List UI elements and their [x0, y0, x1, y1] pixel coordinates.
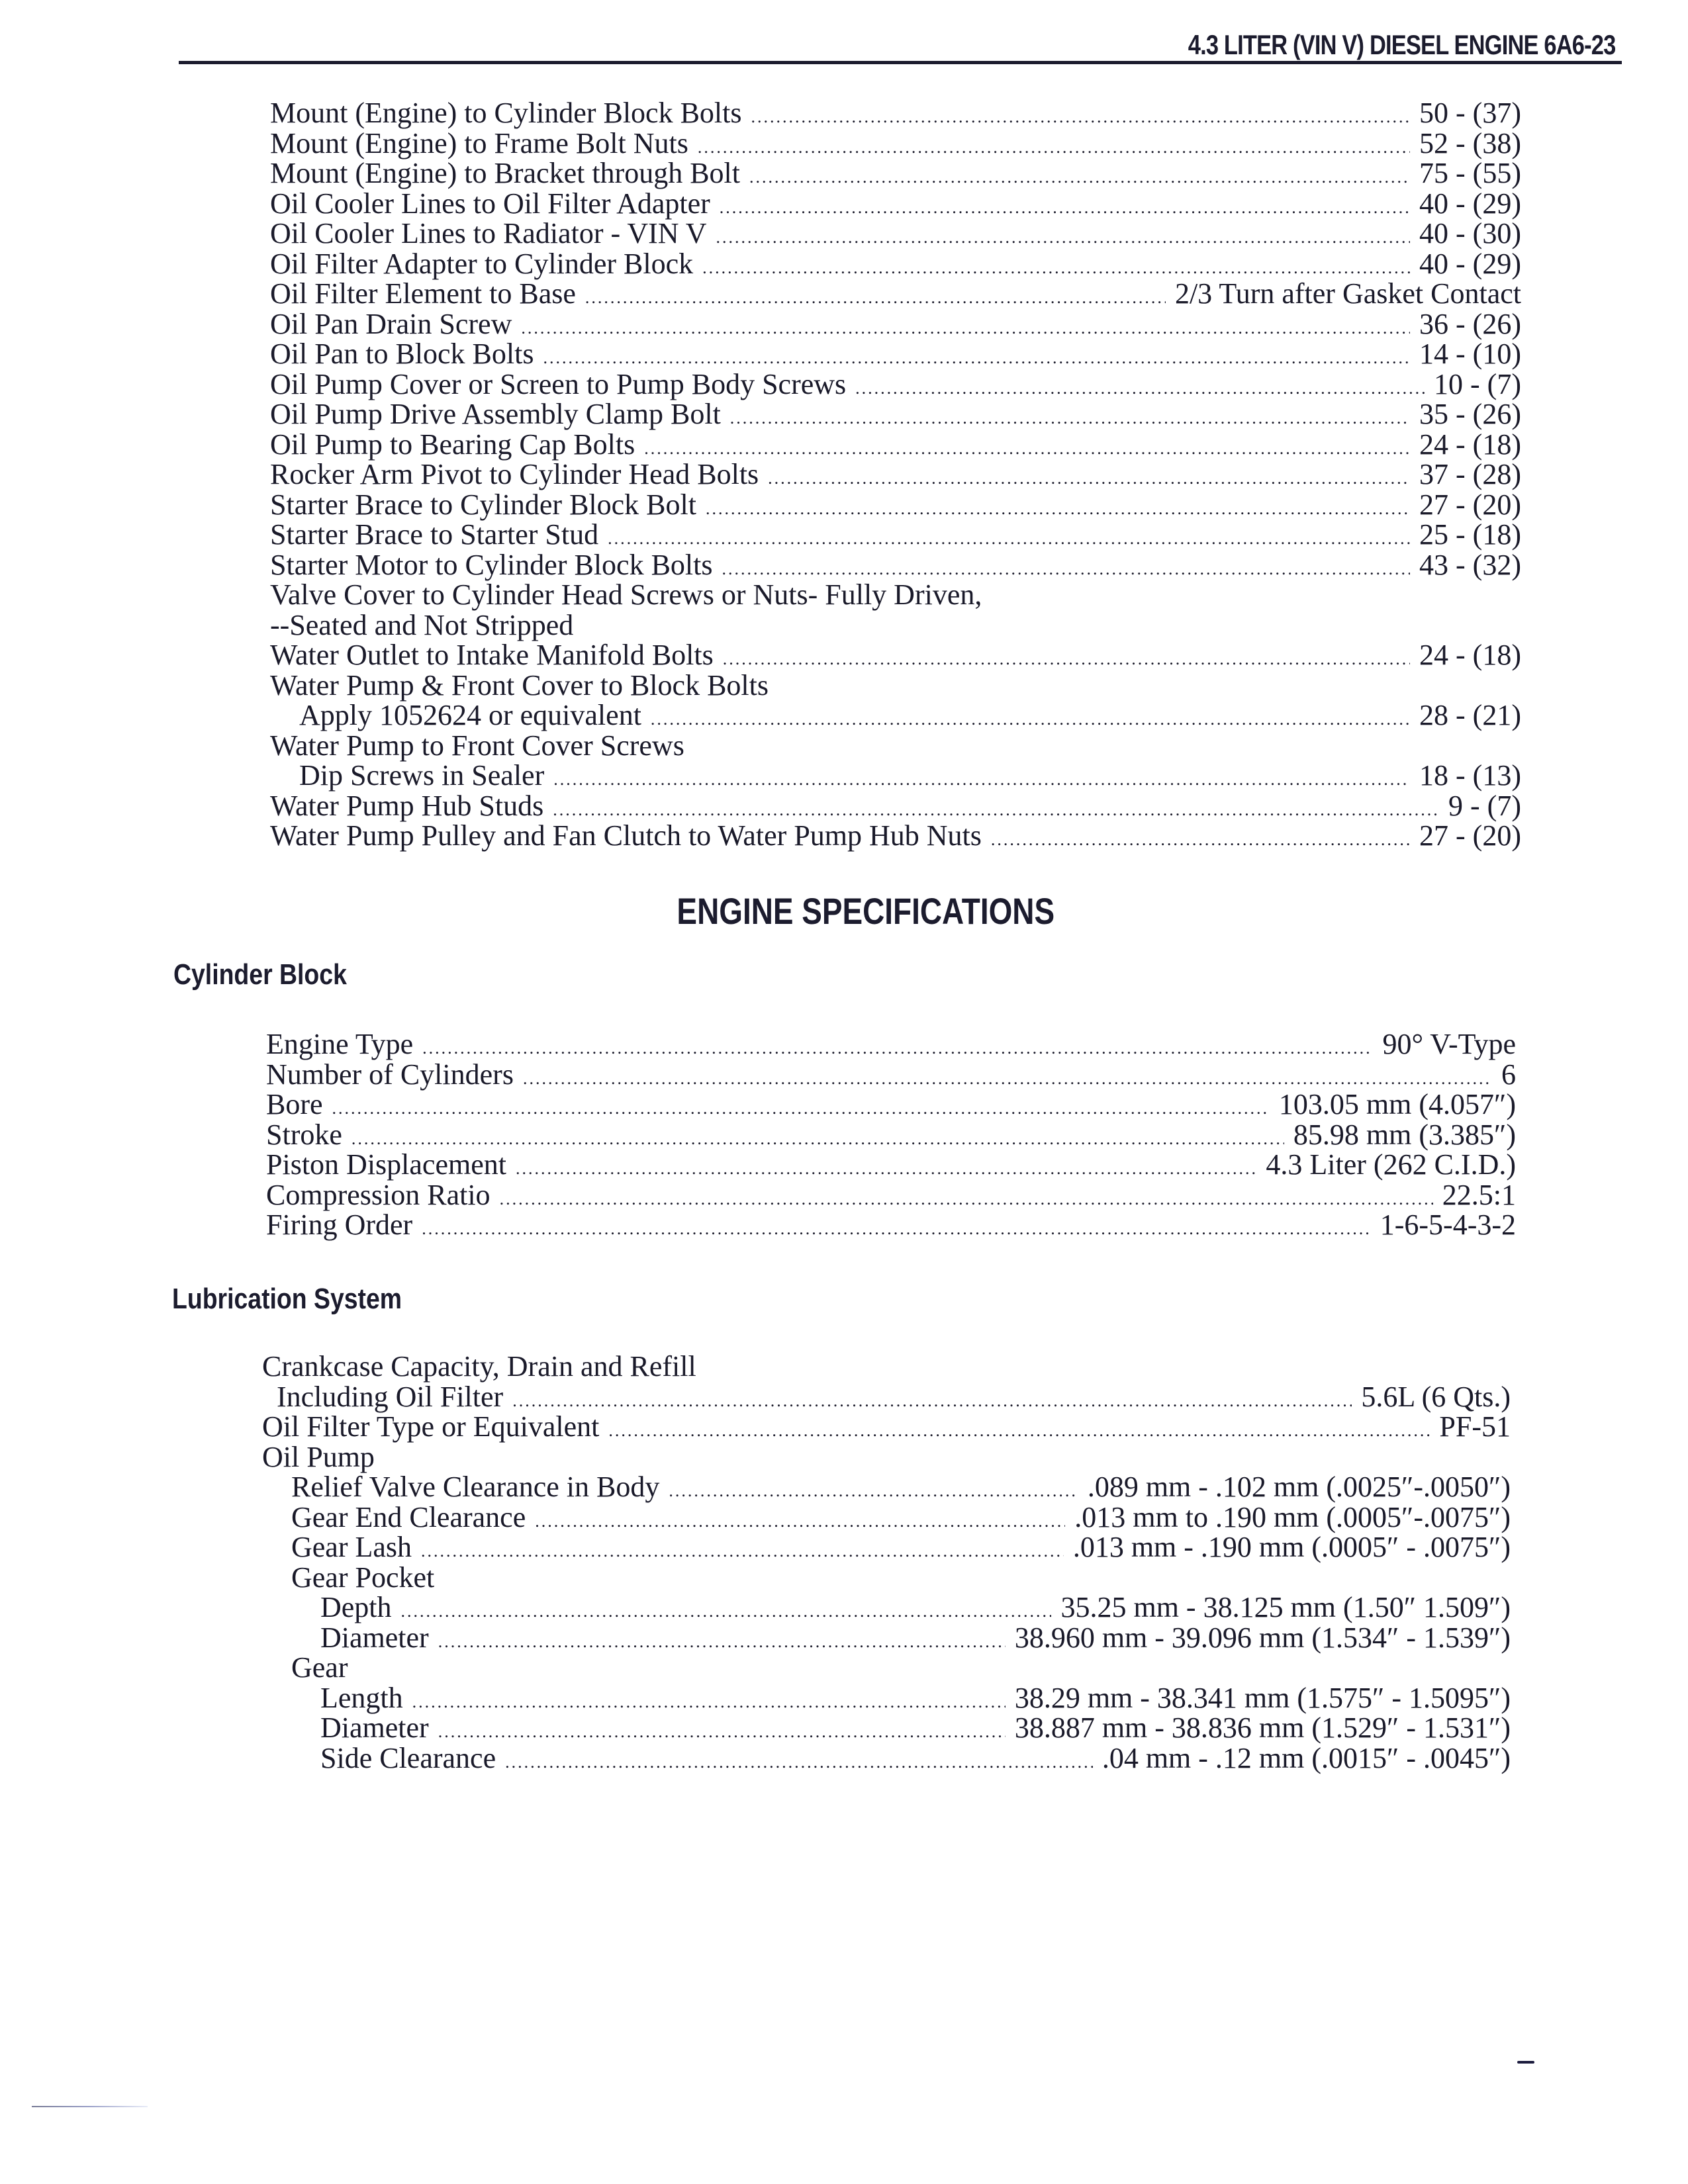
- spec-label: Stroke: [266, 1118, 342, 1151]
- dot-leader: [669, 1476, 1078, 1506]
- spec-value: .013 mm to .190 mm (.0005″-.0075″): [1074, 1500, 1511, 1533]
- spec-value: 37 - (28): [1419, 458, 1521, 490]
- spec-row: [270, 399, 1521, 430]
- header-rule: [179, 61, 1622, 64]
- spec-row: [262, 1442, 1511, 1473]
- spec-row: [270, 459, 1521, 490]
- dot-leader: [585, 283, 1166, 313]
- spec-value: 6: [1501, 1058, 1516, 1091]
- spec-label: Firing Order: [266, 1208, 413, 1241]
- scan-line: [32, 2106, 148, 2107]
- spec-row: [266, 1180, 1516, 1210]
- spec-row: [270, 279, 1521, 309]
- dot-leader: [768, 463, 1410, 494]
- spec-label: Starter Brace to Cylinder Block Bolt: [270, 488, 696, 521]
- spec-row: [270, 189, 1521, 219]
- spec-row: [262, 1382, 1511, 1412]
- spec-row: [270, 158, 1521, 189]
- spec-label: Oil Filter Adapter to Cylinder Block: [270, 247, 694, 280]
- spec-label: Oil Pan Drain Screw: [270, 307, 512, 340]
- spec-row: [270, 490, 1521, 520]
- dot-leader: [723, 644, 1410, 674]
- spec-row: [270, 249, 1521, 279]
- spec-label: Water Pump Pulley and Fan Clutch to Water Pump Hub Nuts: [270, 819, 982, 852]
- engine-specifications-heading: ENGINE SPECIFICATIONS: [677, 890, 1055, 932]
- dot-leader: [698, 132, 1410, 163]
- dot-leader: [521, 313, 1410, 343]
- spec-label: Water Pump to Front Cover Screws: [270, 729, 684, 762]
- spec-value: 22.5:1: [1442, 1178, 1516, 1211]
- spec-row: [262, 1412, 1511, 1442]
- spec-value: 24 - (18): [1419, 639, 1521, 671]
- spec-label: Including Oil Filter: [277, 1380, 504, 1413]
- spec-row: [270, 98, 1521, 128]
- spec-label: Length: [320, 1681, 403, 1714]
- dot-leader: [401, 1596, 1052, 1627]
- spec-row: [270, 670, 1521, 701]
- spec-value: 1-6-5-4-3-2: [1380, 1208, 1516, 1241]
- spec-value: 90° V-Type: [1382, 1028, 1516, 1060]
- spec-value: 35 - (26): [1419, 398, 1521, 430]
- spec-value: 40 - (29): [1419, 247, 1521, 280]
- dot-leader: [535, 1506, 1065, 1537]
- spec-value: 103.05 mm (4.057″): [1278, 1088, 1516, 1120]
- spec-value: 40 - (29): [1419, 187, 1521, 220]
- spec-label: Apply 1052624 or equivalent: [299, 699, 641, 731]
- spec-label: Engine Type: [266, 1028, 414, 1060]
- lubrication-system-heading: Lubrication System: [172, 1283, 402, 1315]
- spec-label: Depth: [320, 1591, 392, 1623]
- spec-label: Valve Cover to Cylinder Head Screws or Nuts- Fully Driven,: [270, 578, 982, 611]
- spec-label: --Seated and Not Stripped: [270, 608, 574, 641]
- spec-value: 4.3 Liter (262 C.I.D.): [1266, 1148, 1516, 1181]
- page-header-title: 4.3 LITER (VIN V) DIESEL ENGINE 6A6-23: [1188, 29, 1615, 60]
- dot-leader: [500, 1184, 1433, 1214]
- spec-row: [266, 1150, 1516, 1180]
- spec-label: Oil Pump Cover or Screen to Pump Body Screws: [270, 367, 847, 400]
- page-header: [179, 26, 1622, 66]
- dot-leader: [553, 764, 1410, 795]
- spec-label: Crankcase Capacity, Drain and Refill: [262, 1350, 696, 1383]
- spec-label: Number of Cylinders: [266, 1058, 514, 1091]
- spec-value: 38.960 mm - 39.096 mm (1.534″ - 1.539″): [1014, 1621, 1511, 1654]
- dot-leader: [706, 494, 1410, 524]
- spec-value: 18 - (13): [1419, 759, 1521, 792]
- spec-label: Starter Brace to Starter Stud: [270, 518, 599, 551]
- spec-value: 40 - (30): [1419, 217, 1521, 250]
- spec-value: 5.6L (6 Qts.): [1361, 1380, 1511, 1413]
- spec-row: [262, 1653, 1511, 1683]
- spec-row: [262, 1743, 1511, 1774]
- spec-value: 38.29 mm - 38.341 mm (1.575″ - 1.5095″): [1014, 1681, 1511, 1714]
- spec-row: [266, 1120, 1516, 1150]
- spec-label: Water Pump & Front Cover to Block Bolts: [270, 668, 769, 702]
- spec-value: 38.887 mm - 38.836 mm (1.529″ - 1.531″): [1014, 1711, 1511, 1744]
- dot-leader: [516, 1154, 1256, 1184]
- section-title: [0, 889, 1688, 933]
- spec-label: Gear End Clearance: [291, 1500, 526, 1533]
- spec-label: Starter Motor to Cylinder Block Bolts: [270, 548, 713, 581]
- dot-leader: [438, 1627, 1006, 1657]
- spec-value: 28 - (21): [1419, 699, 1521, 731]
- spec-label: Oil Pan to Block Bolts: [270, 338, 534, 370]
- spec-value: 24 - (18): [1419, 428, 1521, 461]
- spec-label: Diameter: [320, 1621, 429, 1654]
- spec-value: 25 - (18): [1419, 518, 1521, 551]
- spec-value: 10 - (7): [1434, 367, 1521, 400]
- dot-leader: [422, 1214, 1371, 1244]
- spec-label: Oil Pump to Bearing Cap Bolts: [270, 428, 635, 461]
- spec-label: Oil Cooler Lines to Oil Filter Adapter: [270, 187, 710, 220]
- spec-row: [262, 1532, 1511, 1563]
- spec-row: [270, 821, 1521, 851]
- spec-row: [266, 1060, 1516, 1090]
- spec-value: .04 mm - .12 mm (.0015″ - .0045″): [1102, 1741, 1511, 1774]
- spec-row: [270, 218, 1521, 249]
- spec-row: [270, 760, 1521, 791]
- spec-value: 85.98 mm (3.385″): [1293, 1118, 1516, 1151]
- dot-leader: [716, 222, 1411, 253]
- spec-label: Gear: [291, 1651, 348, 1684]
- dot-leader: [751, 102, 1411, 132]
- cylinder-block-heading: Cylinder Block: [173, 958, 347, 991]
- dot-leader: [720, 193, 1410, 223]
- spec-row: [266, 1210, 1516, 1240]
- spec-row: [266, 1029, 1516, 1060]
- spec-row: [262, 1713, 1511, 1743]
- spec-row: [270, 700, 1521, 731]
- dot-leader: [412, 1687, 1006, 1717]
- spec-label: Oil Filter Type or Equivalent: [262, 1410, 600, 1443]
- dot-leader: [855, 373, 1425, 404]
- spec-label: Mount (Engine) to Frame Bolt Nuts: [270, 126, 688, 159]
- spec-label: Piston Displacement: [266, 1148, 506, 1181]
- dot-leader: [438, 1717, 1006, 1747]
- spec-label: Bore: [266, 1088, 323, 1120]
- dot-leader: [421, 1536, 1064, 1567]
- spec-label: Oil Filter Element to Base: [270, 277, 576, 310]
- spec-value: 27 - (20): [1419, 819, 1521, 852]
- lubrication-system-spec-list: [262, 1351, 1511, 1773]
- spec-row: [262, 1472, 1511, 1502]
- spec-label: Oil Pump: [262, 1440, 375, 1473]
- spec-value: 50 - (37): [1419, 97, 1521, 129]
- torque-spec-list: [270, 98, 1521, 851]
- spec-row: [270, 369, 1521, 400]
- spec-row: [270, 520, 1521, 550]
- spec-row: [270, 580, 1521, 610]
- spec-label: Side Clearance: [320, 1741, 496, 1774]
- spec-value: 2/3 Turn after Gasket Contact: [1174, 277, 1521, 310]
- spec-row: [262, 1351, 1511, 1382]
- dot-leader: [651, 704, 1410, 735]
- spec-value: 36 - (26): [1419, 307, 1521, 340]
- spec-row: [262, 1683, 1511, 1713]
- spec-label: Oil Cooler Lines to Radiator - VIN V: [270, 217, 707, 250]
- spec-label: Compression Ratio: [266, 1178, 491, 1211]
- spec-value: PF-51: [1439, 1410, 1511, 1443]
- dot-leader: [512, 1386, 1352, 1416]
- spec-label: Water Outlet to Intake Manifold Bolts: [270, 639, 714, 671]
- spec-label: Rocker Arm Pivot to Cylinder Head Bolts: [270, 458, 759, 490]
- spec-row: [270, 791, 1521, 821]
- spec-value: 27 - (20): [1419, 488, 1521, 521]
- spec-label: Water Pump Hub Studs: [270, 789, 544, 822]
- spec-label: Diameter: [320, 1711, 429, 1744]
- spec-row: [262, 1592, 1511, 1623]
- spec-label: Gear Lash: [291, 1531, 412, 1563]
- spec-value: 9 - (7): [1448, 789, 1521, 822]
- spec-row: [270, 610, 1521, 641]
- spec-label: Mount (Engine) to Bracket through Bolt: [270, 157, 740, 189]
- cylinder-block-spec-list: [266, 1029, 1516, 1240]
- spec-row: [262, 1502, 1511, 1533]
- dot-leader: [730, 403, 1410, 433]
- spec-value: .013 mm - .190 mm (.0005″ - .0075″): [1072, 1531, 1511, 1563]
- dot-leader: [422, 1033, 1373, 1064]
- spec-row: [270, 430, 1521, 460]
- spec-row: [270, 731, 1521, 761]
- scan-mark: [1517, 2061, 1534, 2064]
- dot-leader: [608, 1416, 1430, 1446]
- dot-leader: [332, 1093, 1270, 1124]
- spec-label: Mount (Engine) to Cylinder Block Bolts: [270, 97, 742, 129]
- spec-value: 52 - (38): [1419, 126, 1521, 159]
- spec-label: Dip Screws in Sealer: [299, 759, 545, 792]
- dot-leader: [749, 162, 1410, 193]
- spec-label: Oil Pump Drive Assembly Clamp Bolt: [270, 398, 721, 430]
- spec-value: 43 - (32): [1419, 548, 1521, 581]
- spec-row: [270, 309, 1521, 340]
- dot-leader: [644, 433, 1410, 464]
- spec-row: [262, 1563, 1511, 1593]
- spec-value: 75 - (55): [1419, 157, 1521, 189]
- spec-value: 14 - (10): [1419, 338, 1521, 370]
- spec-row: [266, 1089, 1516, 1120]
- spec-label: Gear Pocket: [291, 1561, 435, 1594]
- spec-value: .089 mm - .102 mm (.0025″-.0050″): [1087, 1471, 1511, 1503]
- spec-label: Relief Valve Clearance in Body: [291, 1471, 660, 1503]
- spec-row: [262, 1623, 1511, 1653]
- dot-leader: [991, 825, 1410, 855]
- spec-row: [270, 550, 1521, 580]
- dot-leader: [608, 523, 1410, 554]
- spec-value: 35.25 mm - 38.125 mm (1.50″ 1.509″): [1060, 1591, 1511, 1623]
- spec-row: [270, 640, 1521, 670]
- spec-row: [270, 128, 1521, 159]
- dot-leader: [505, 1747, 1093, 1778]
- spec-row: [270, 339, 1521, 369]
